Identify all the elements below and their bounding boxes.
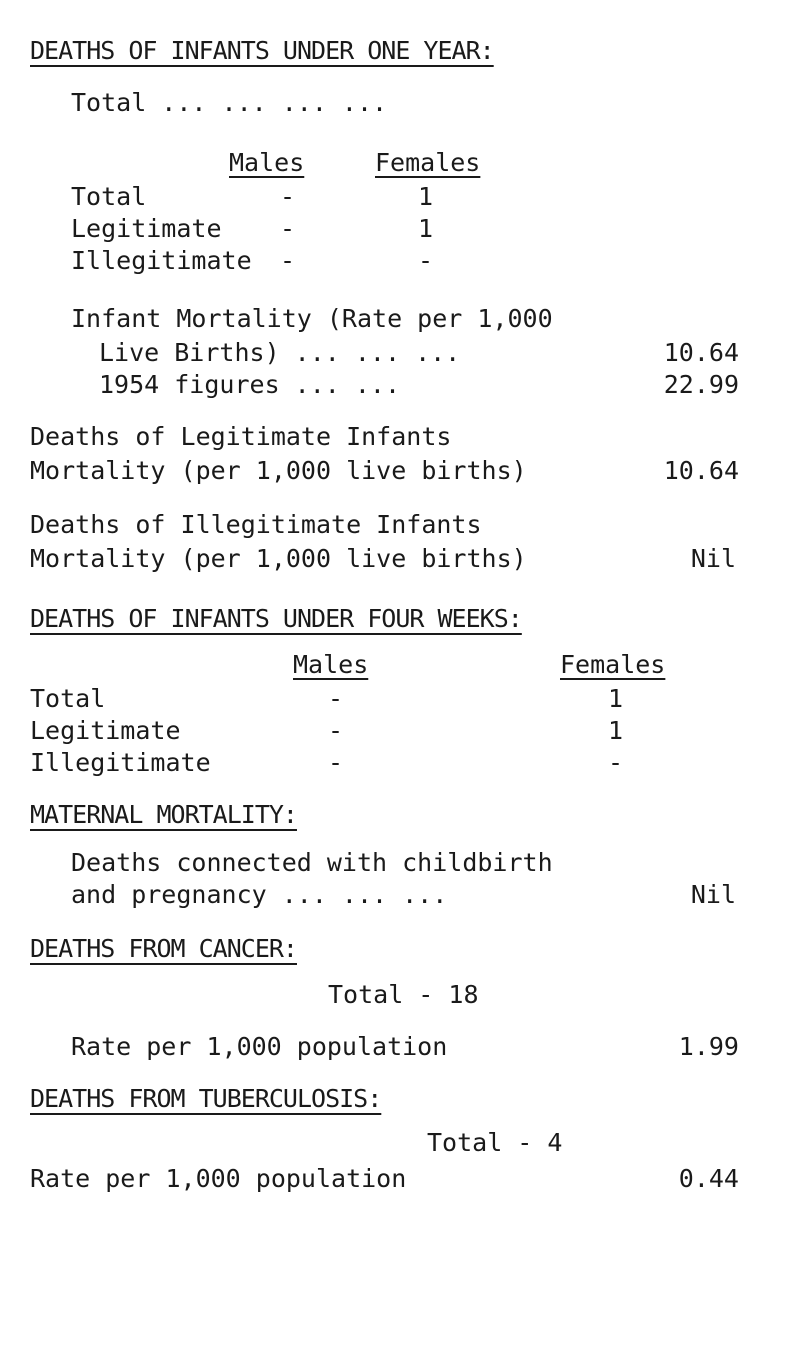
row-females: - [608,748,624,777]
row-females: 1 [608,684,624,713]
mortality-line1: Infant Mortality (Rate per 1,000 [71,304,553,333]
row-males: - [328,748,344,777]
heading-infants-under-four-weeks: DEATHS OF INFANTS UNDER FOUR WEEKS: [30,604,522,633]
illegit-line1: Deaths of Illegitimate Infants [30,510,482,539]
col-females: Females [375,148,481,177]
tuberculosis-total: Total - 4 [427,1128,563,1157]
cancer-rate-value: 1.99 [678,1032,739,1061]
tuberculosis-rate-label: Rate per 1,000 population [30,1164,407,1193]
cancer-total: Total - 18 [328,980,479,1009]
heading-infants-under-one-year: DEATHS OF INFANTS UNDER ONE YEAR: [30,36,494,65]
mortality-value: 10.64 [663,338,739,367]
col-males: Males [229,148,305,177]
row-males: - [328,684,344,713]
row-label: Legitimate [30,716,181,745]
row-label: Legitimate [71,214,222,243]
row-label: Total [71,182,147,211]
heading-cancer: DEATHS FROM CANCER: [30,934,297,963]
row-label: Illegitimate [30,748,211,777]
legit-value: 10.64 [663,456,739,485]
col-females: Females [560,650,666,679]
row-males: - [280,214,296,243]
figures-value: 22.99 [663,370,739,399]
mortality-line2: Live Births) ... ... ... [99,338,461,367]
legit-line2: Mortality (per 1,000 live births) [30,456,527,485]
row-males: - [328,716,344,745]
row-males: - [280,246,296,275]
illegit-value: Nil [690,544,736,573]
row-females: 1 [608,716,624,745]
row-females: - [418,246,434,275]
maternal-line1: Deaths connected with childbirth [71,848,553,877]
legit-line1: Deaths of Legitimate Infants [30,422,452,451]
row-label: Illegitimate [71,246,252,275]
total-line: Total ... ... ... ... [71,88,388,117]
heading-tuberculosis: DEATHS FROM TUBERCULOSIS: [30,1084,382,1113]
cancer-rate-label: Rate per 1,000 population [71,1032,448,1061]
row-label: Total [30,684,106,713]
tuberculosis-rate-value: 0.44 [678,1164,739,1193]
heading-maternal-mortality: MATERNAL MORTALITY: [30,800,297,829]
row-males: - [280,182,296,211]
maternal-value: Nil [690,880,736,909]
figures-label: 1954 figures ... ... [99,370,401,399]
row-females: 1 [418,182,434,211]
maternal-line2: and pregnancy ... ... ... [71,880,448,909]
illegit-line2: Mortality (per 1,000 live births) [30,544,527,573]
col-males: Males [293,650,369,679]
row-females: 1 [418,214,434,243]
